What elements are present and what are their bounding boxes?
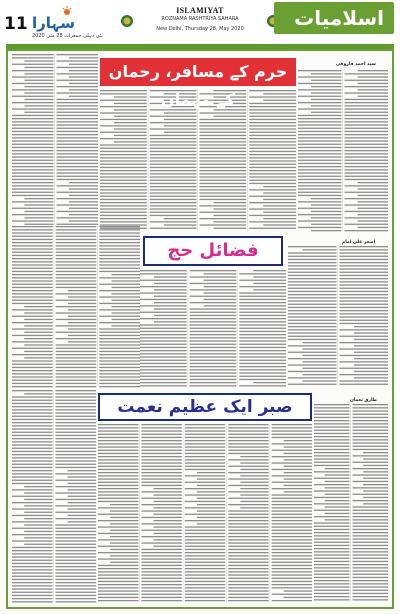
headline-bottom-text: صبر ایک عظیم نعمت xyxy=(117,397,293,417)
section-title-urdu: اسلامیات xyxy=(294,6,384,30)
headline-bottom xyxy=(98,393,312,421)
byline-middle: اصغر علی امام xyxy=(342,240,376,245)
headline-middle xyxy=(143,236,283,266)
headline-top-text: حرم کے مسافر، رحمان کے مہمان xyxy=(108,62,288,109)
headline-top xyxy=(100,58,296,109)
paper-name-en: ROZNAMA RASHTRIYA SAHARA xyxy=(161,16,239,22)
page-number: 11 xyxy=(4,14,28,34)
byline-bottom: طارق نعمان xyxy=(350,398,377,403)
logo-dateline: نئی دہلی جمعرات 28 مئی 2020 xyxy=(32,33,103,39)
logo-text: سہارا xyxy=(32,14,75,32)
byline-top: سید احمد فاروقی xyxy=(336,62,376,67)
dateline-en: New Delhi, Thursday 28, May 2020 xyxy=(156,26,244,32)
headline-middle-text: فضائل حج xyxy=(167,240,259,261)
section-title-en: ISLAMIYAT xyxy=(176,6,224,15)
